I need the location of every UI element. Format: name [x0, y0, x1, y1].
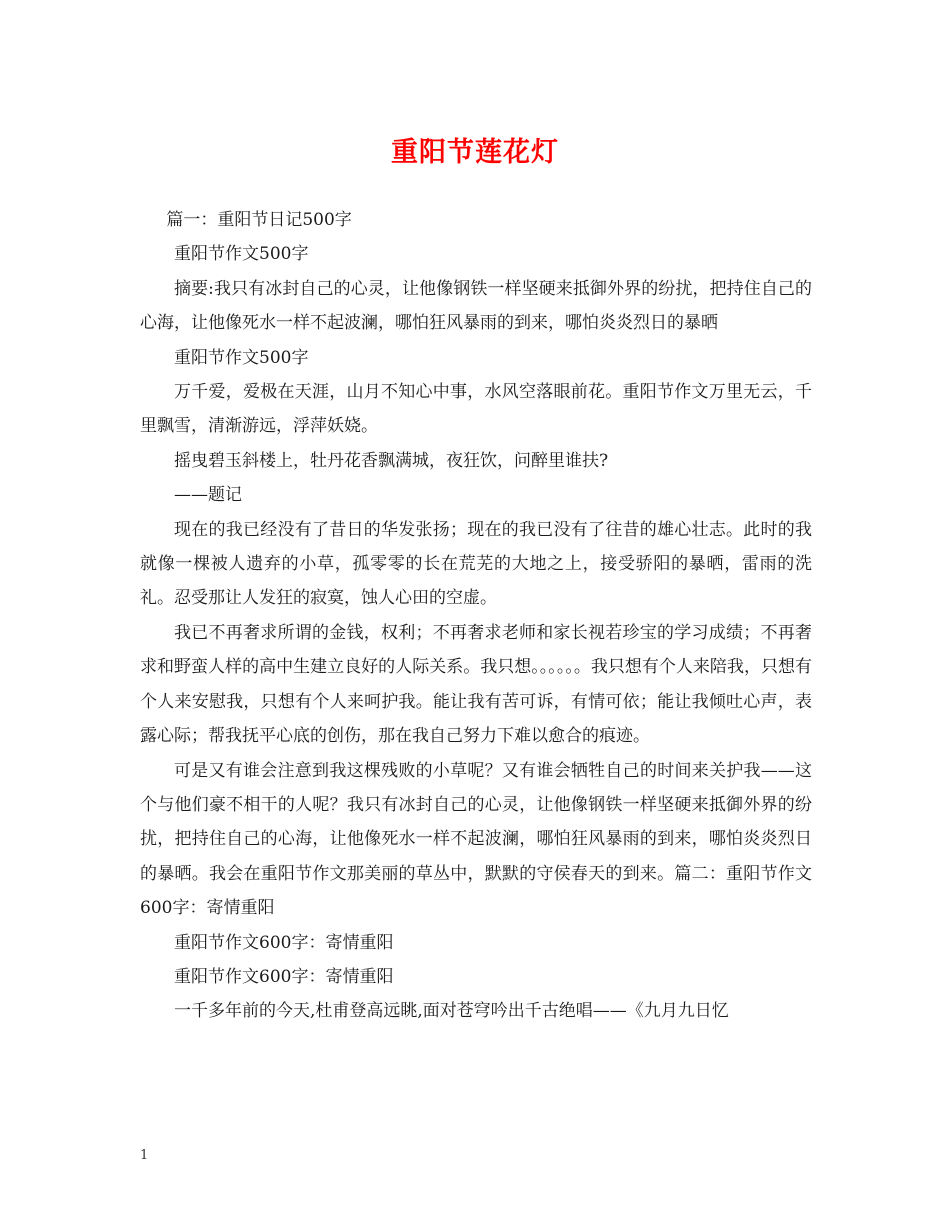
paragraph: 摘要:我只有冰封自己的心灵，让他像钢铁一样坚硬来抵御外界的纷扰，把持住自己的心海，让他像死水一样不起波澜，哪怕狂风暴雨的到来，哪怕炎炎烈日的暴晒	[140, 278, 812, 334]
paragraph: 重阳节作文600字：寄情重阳	[174, 932, 394, 953]
paragraph: 一千多年前的今天,杜甫登高远眺,面对苍穹吟出千古绝唱——《九月九日忆	[174, 1001, 729, 1022]
paragraph: 可是又有谁会注意到我这棵残败的小草呢？又有谁会牺牲自己的时间来关护我——这个与他们豪不相干的人呢？我只有冰封自己的心灵，让他像钢铁一样坚硬来抵御外界的纷扰，把持住自己的心海，让他像死水一样不起波澜，哪怕狂风暴雨的到来，哪怕炎炎烈日的暴晒。我会在重阳节作文那美丽的草丛中，默默的守侯春天的到来。篇二：重阳节作文600字：寄情重阳	[140, 760, 812, 919]
paragraph: 万千爱，爱极在天涯，山月不知心中事，水风空落眼前花。重阳节作文万里无云，千里飘雪，清渐游远，浮萍妖娆。	[140, 382, 812, 437]
paragraph: ——题记	[174, 485, 242, 506]
page-number: 1	[140, 1148, 149, 1163]
paragraph: 篇一：重阳节日记500字	[166, 210, 352, 230]
paragraph: 摇曳碧玉斜楼上，牡丹花香飘满城，夜狂饮，问醉里谁扶?	[174, 450, 609, 471]
document-body	[140, 203, 812, 1029]
paragraph: 现在的我已经没有了昔日的华发张扬；现在的我已没有了往昔的雄心壮志。此时的我就像一棵被人遗弃的小草，孤零零的长在荒芜的大地之上，接受骄阳的暴晒，雷雨的洗礼。忍受那让人发狂的寂寞，蚀人心田的空虚。	[140, 519, 812, 609]
paragraph: 重阳节作文600字：寄情重阳	[174, 966, 394, 987]
paragraph: 重阳节作文500字	[174, 347, 309, 368]
document-title: 重阳节莲花灯	[391, 137, 559, 168]
paragraph: 重阳节作文500字	[174, 244, 309, 265]
paragraph: 我已不再奢求所谓的金钱，权利；不再奢求老师和家长视若珍宝的学习成绩；不再奢求和野蛮人样的高中生建立良好的人际关系。我只想。。。。。。我只想有个人来陪我，只想有个人来安慰我，只想有个人来呵护我。能让我有苦可诉，有情可依；能让我倾吐心声，表露心际；帮我抚平心底的创伤，那在我自己努力下难以愈合的痕迹。	[140, 622, 812, 747]
